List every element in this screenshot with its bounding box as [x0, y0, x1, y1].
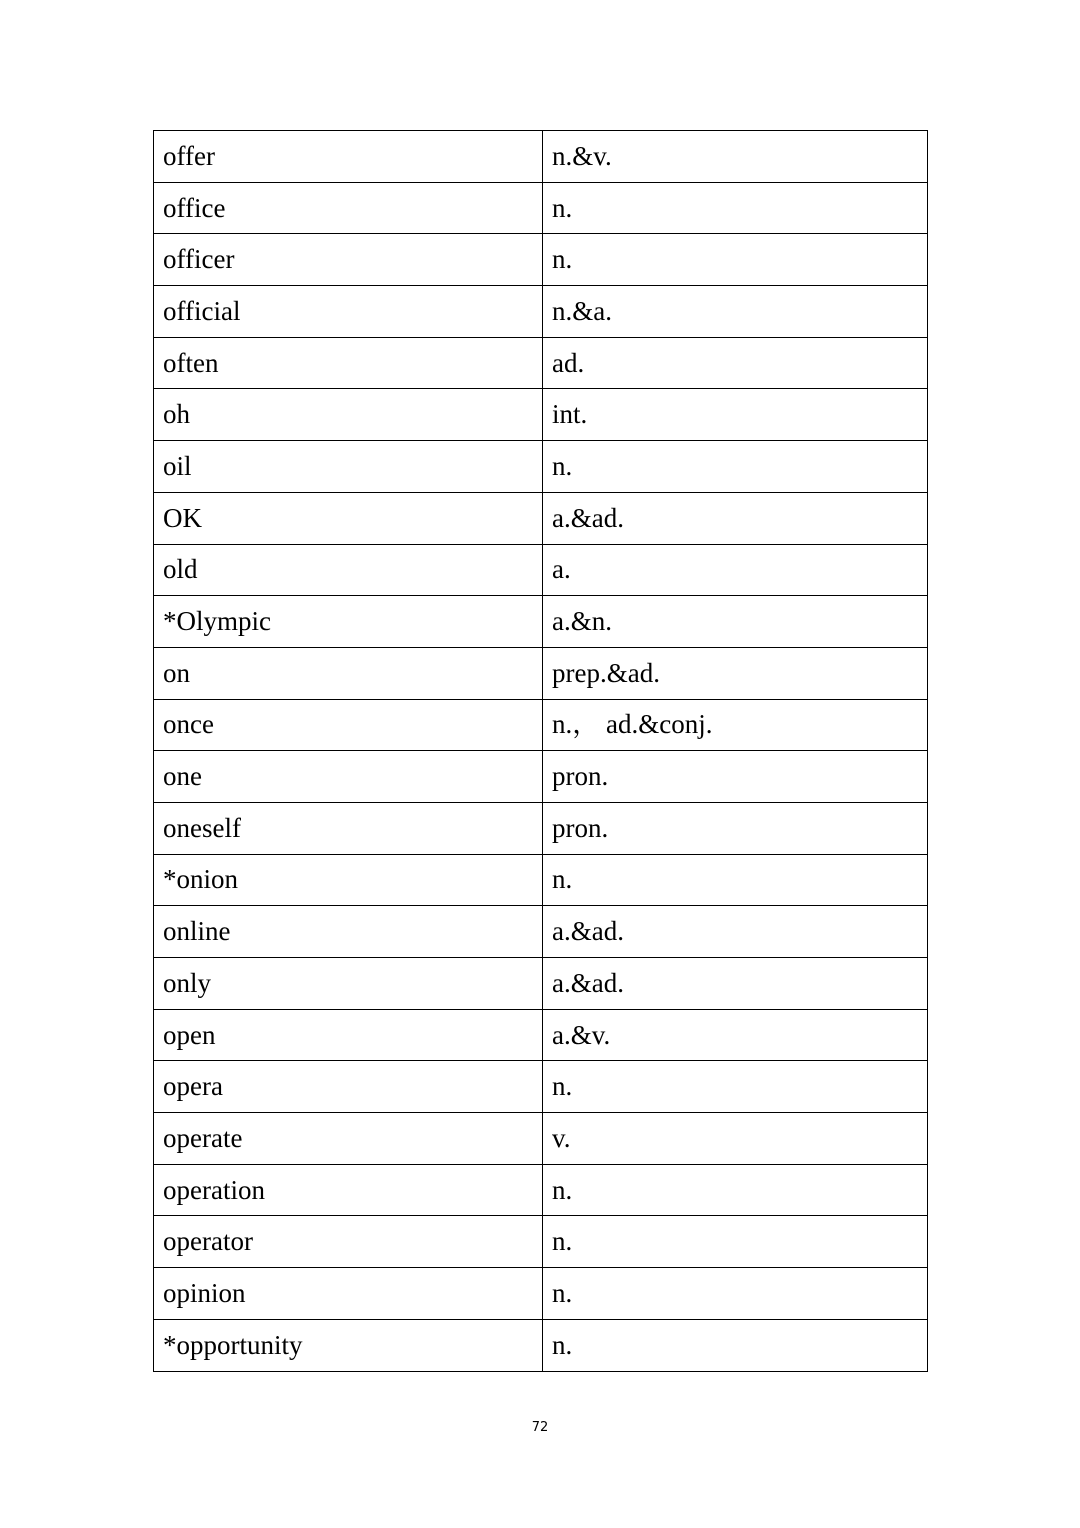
table-row	[154, 647, 928, 699]
word-cell: *opportunity	[154, 1319, 543, 1371]
table-row	[154, 1319, 928, 1371]
word-cell: oneself	[154, 802, 543, 854]
word-cell: *Olympic	[154, 596, 543, 648]
word-cell: *onion	[154, 854, 543, 906]
part-of-speech-cell: a.&v.	[543, 1009, 928, 1061]
table-row	[154, 596, 928, 648]
part-of-speech-cell: n.	[543, 182, 928, 234]
part-of-speech-cell: a.&n.	[543, 596, 928, 648]
table-row	[154, 1268, 928, 1320]
table-row	[154, 1061, 928, 1113]
part-of-speech-cell: pron.	[543, 802, 928, 854]
table-row	[154, 544, 928, 596]
word-cell: open	[154, 1009, 543, 1061]
part-of-speech-cell: n.	[543, 234, 928, 286]
part-of-speech-cell: int.	[543, 389, 928, 441]
vocabulary-table-body	[154, 131, 928, 1372]
table-row	[154, 854, 928, 906]
table-row	[154, 958, 928, 1010]
part-of-speech-cell: ad.	[543, 337, 928, 389]
part-of-speech-cell: n.	[543, 1216, 928, 1268]
word-cell: on	[154, 647, 543, 699]
table-row	[154, 441, 928, 493]
word-cell: opinion	[154, 1268, 543, 1320]
table-row	[154, 906, 928, 958]
table-row	[154, 234, 928, 286]
table-row	[154, 802, 928, 854]
part-of-speech-cell: n.	[543, 854, 928, 906]
table-row	[154, 1113, 928, 1165]
word-cell: one	[154, 751, 543, 803]
table-row	[154, 1216, 928, 1268]
part-of-speech-cell: a.	[543, 544, 928, 596]
table-row	[154, 699, 928, 751]
part-of-speech-cell: n.	[543, 441, 928, 493]
table-row	[154, 182, 928, 234]
word-cell: only	[154, 958, 543, 1010]
table-row	[154, 492, 928, 544]
word-cell: official	[154, 286, 543, 338]
part-of-speech-cell: a.&ad.	[543, 906, 928, 958]
part-of-speech-cell: n.	[543, 1268, 928, 1320]
vocabulary-table	[153, 130, 928, 1372]
table-row	[154, 1164, 928, 1216]
word-cell: opera	[154, 1061, 543, 1113]
part-of-speech-cell: pron.	[543, 751, 928, 803]
word-cell: online	[154, 906, 543, 958]
part-of-speech-cell: a.&ad.	[543, 958, 928, 1010]
word-cell: office	[154, 182, 543, 234]
page-number: 72	[531, 1420, 549, 1435]
word-cell: once	[154, 699, 543, 751]
table-row	[154, 1009, 928, 1061]
table-row	[154, 337, 928, 389]
part-of-speech-cell: n.， ad.&conj.	[543, 699, 928, 751]
word-cell: operation	[154, 1164, 543, 1216]
part-of-speech-cell: prep.&ad.	[543, 647, 928, 699]
word-cell: offer	[154, 131, 543, 183]
word-cell: OK	[154, 492, 543, 544]
table-row	[154, 286, 928, 338]
word-cell: oh	[154, 389, 543, 441]
part-of-speech-cell: n.&v.	[543, 131, 928, 183]
word-cell: officer	[154, 234, 543, 286]
word-cell: oil	[154, 441, 543, 493]
word-cell: often	[154, 337, 543, 389]
part-of-speech-cell: n.	[543, 1319, 928, 1371]
table-row	[154, 751, 928, 803]
word-cell: operator	[154, 1216, 543, 1268]
table-row	[154, 131, 928, 183]
part-of-speech-cell: a.&ad.	[543, 492, 928, 544]
word-cell: operate	[154, 1113, 543, 1165]
part-of-speech-cell: n.&a.	[543, 286, 928, 338]
part-of-speech-cell: n.	[543, 1164, 928, 1216]
table-row	[154, 389, 928, 441]
part-of-speech-cell: v.	[543, 1113, 928, 1165]
part-of-speech-cell: n.	[543, 1061, 928, 1113]
word-cell: old	[154, 544, 543, 596]
